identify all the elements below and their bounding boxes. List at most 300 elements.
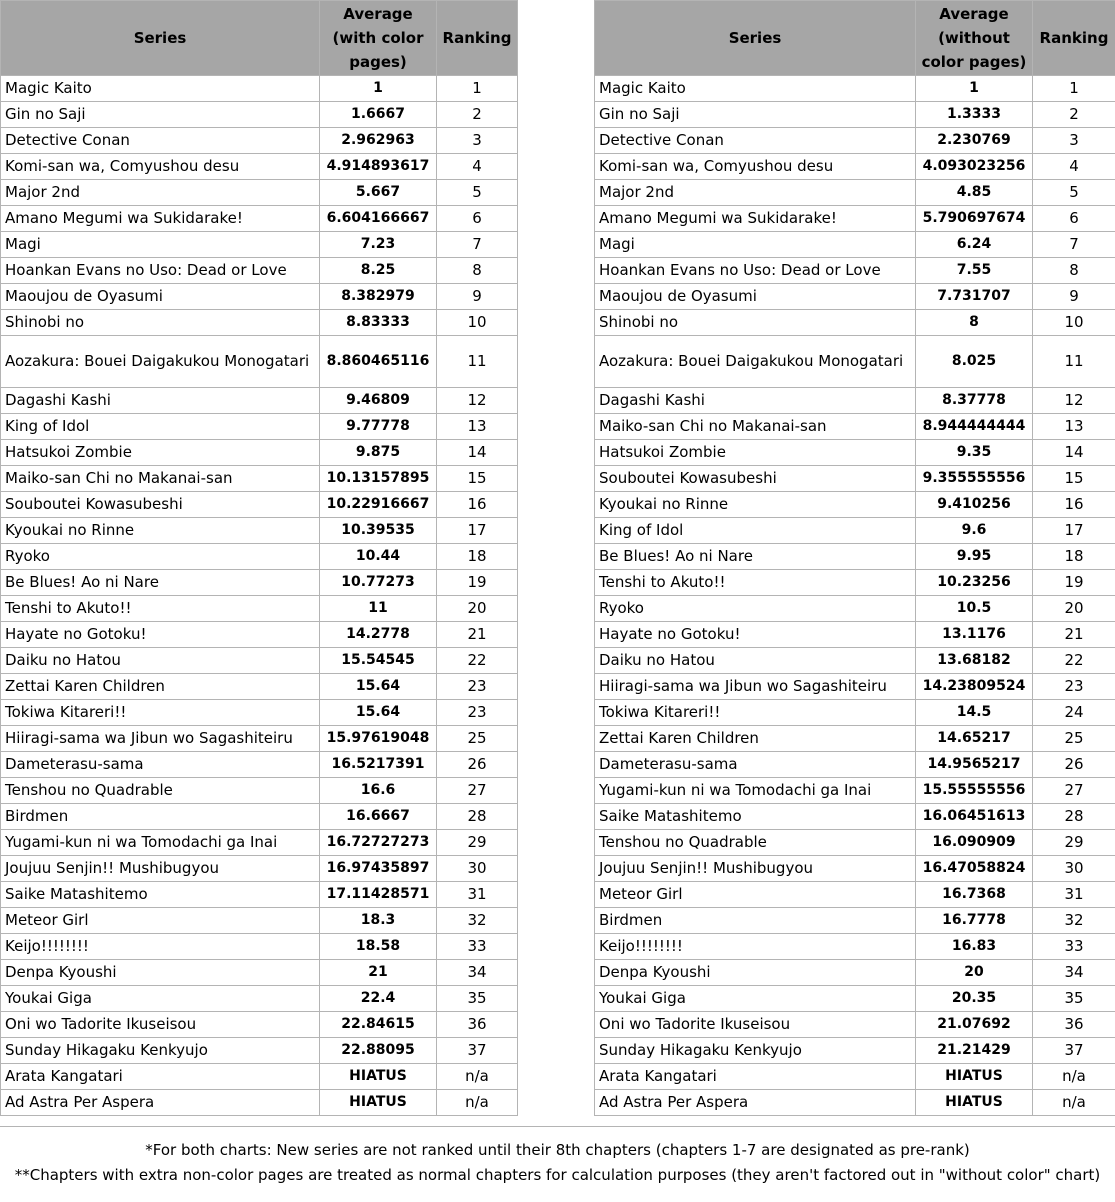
series-cell: Gin no Saji [595, 102, 916, 128]
ranking-cell: 28 [437, 804, 518, 830]
average-cell: 7.731707 [916, 284, 1033, 310]
ranking-cell: 29 [1033, 830, 1115, 856]
ranking-cell: 35 [437, 986, 518, 1012]
table-row [595, 414, 1115, 440]
series-cell: Magi [1, 232, 320, 258]
ranking-cell: 10 [1033, 310, 1115, 336]
average-cell: 4.093023256 [916, 154, 1033, 180]
table-row [595, 284, 1115, 310]
table-row [595, 622, 1115, 648]
table-row [1, 700, 518, 726]
series-cell: Hoankan Evans no Uso: Dead or Love [595, 258, 916, 284]
series-cell: Zettai Karen Children [1, 674, 320, 700]
ranking-cell: n/a [437, 1090, 518, 1116]
average-cell: HIATUS [916, 1064, 1033, 1090]
series-cell: Maiko-san Chi no Makanai-san [595, 414, 916, 440]
average-cell: 14.2778 [320, 622, 437, 648]
average-cell: 20 [916, 960, 1033, 986]
table-row [595, 986, 1115, 1012]
ranking-cell: 6 [1033, 206, 1115, 232]
series-cell: Hatsukoi Zombie [595, 440, 916, 466]
table-row [1, 752, 518, 778]
series-cell: Birdmen [1, 804, 320, 830]
average-cell: 9.410256 [916, 492, 1033, 518]
table-row [1, 986, 518, 1012]
series-cell: Tokiwa Kitareri!! [595, 700, 916, 726]
footnote: **Chapters with extra non-color pages are treated as normal chapters for calculation purposes (they aren't factored out in "without color" chart) [0, 1163, 1115, 1188]
series-cell: King of Idol [595, 518, 916, 544]
ranking-cell: 4 [1033, 154, 1115, 180]
table-row [1, 648, 518, 674]
series-cell: Yugami-kun ni wa Tomodachi ga Inai [595, 778, 916, 804]
average-cell: 10.77273 [320, 570, 437, 596]
ranking-cell: 17 [1033, 518, 1115, 544]
ranking-cell: 23 [437, 674, 518, 700]
average-cell: 4.85 [916, 180, 1033, 206]
ranking-cell: 2 [1033, 102, 1115, 128]
average-cell: 16.7778 [916, 908, 1033, 934]
table-row [1, 310, 518, 336]
series-cell: Maoujou de Oyasumi [1, 284, 320, 310]
series-cell: Hayate no Gotoku! [595, 622, 916, 648]
series-cell: Arata Kangatari [1, 1064, 320, 1090]
ranking-cell: 15 [437, 466, 518, 492]
average-cell: 9.46809 [320, 388, 437, 414]
series-cell: Dagashi Kashi [1, 388, 320, 414]
ranking-cell: 30 [437, 856, 518, 882]
average-cell: 10.22916667 [320, 492, 437, 518]
series-cell: Shinobi no [1, 310, 320, 336]
table-row [1, 934, 518, 960]
table-row [1, 804, 518, 830]
series-cell: Birdmen [595, 908, 916, 934]
table-row [1, 1012, 518, 1038]
ranking-cell: 33 [437, 934, 518, 960]
table-row [1, 570, 518, 596]
ranking-cell: 23 [1033, 674, 1115, 700]
series-cell: Tenshi to Akuto!! [1, 596, 320, 622]
series-cell: Meteor Girl [595, 882, 916, 908]
ranking-cell: 36 [437, 1012, 518, 1038]
series-cell: Daiku no Hatou [1, 648, 320, 674]
average-cell: 13.68182 [916, 648, 1033, 674]
average-cell: 16.72727273 [320, 830, 437, 856]
ranking-cell: 15 [1033, 466, 1115, 492]
average-cell: 8.83333 [320, 310, 437, 336]
table-row [595, 960, 1115, 986]
ranking-cell: 32 [437, 908, 518, 934]
average-cell: 2.962963 [320, 128, 437, 154]
average-cell: 21.21429 [916, 1038, 1033, 1064]
ranking-cell: 1 [1033, 76, 1115, 102]
ranking-cell: 16 [1033, 492, 1115, 518]
series-cell: Dameterasu-sama [1, 752, 320, 778]
ranking-cell: 24 [1033, 700, 1115, 726]
table-row [595, 1012, 1115, 1038]
series-cell: Maiko-san Chi no Makanai-san [1, 466, 320, 492]
average-cell: 14.5 [916, 700, 1033, 726]
table-row [1, 882, 518, 908]
series-cell: Denpa Kyoushi [595, 960, 916, 986]
ranking-cell: 27 [437, 778, 518, 804]
ranking-cell: n/a [1033, 1064, 1115, 1090]
series-cell: Zettai Karen Children [595, 726, 916, 752]
ranking-cell: 22 [1033, 648, 1115, 674]
series-cell: Denpa Kyoushi [1, 960, 320, 986]
table-row [595, 700, 1115, 726]
table-row [595, 830, 1115, 856]
table-row [1, 284, 518, 310]
table-row [1, 1064, 518, 1090]
average-cell: 13.1176 [916, 622, 1033, 648]
table-row [595, 310, 1115, 336]
ranking-cell: n/a [1033, 1090, 1115, 1116]
ranking-cell: 5 [437, 180, 518, 206]
table-row [1, 154, 518, 180]
average-cell: 10.23256 [916, 570, 1033, 596]
table-row [595, 726, 1115, 752]
series-cell: Amano Megumi wa Sukidarake! [595, 206, 916, 232]
ranking-cell: 7 [1033, 232, 1115, 258]
ranking-cell: 8 [437, 258, 518, 284]
average-cell: 1.6667 [320, 102, 437, 128]
footnote: *For both charts: New series are not ranked until their 8th chapters (chapters 1-7 are designated as pre-rank) [0, 1138, 1115, 1163]
table-row [1, 856, 518, 882]
ranking-cell: 32 [1033, 908, 1115, 934]
ranking-cell: 5 [1033, 180, 1115, 206]
series-cell: Magic Kaito [1, 76, 320, 102]
series-cell: Komi-san wa, Comyushou desu [1, 154, 320, 180]
ranking-cell: 1 [437, 76, 518, 102]
average-header: Average (without color pages) [916, 1, 1033, 76]
ranking-cell: 16 [437, 492, 518, 518]
table-row [1, 1090, 518, 1116]
table-row [595, 908, 1115, 934]
series-cell: Dameterasu-sama [595, 752, 916, 778]
ranking-cell: 11 [1033, 336, 1115, 388]
average-cell: 1.3333 [916, 102, 1033, 128]
series-cell: Daiku no Hatou [595, 648, 916, 674]
table-row [1, 128, 518, 154]
series-cell: Ryoko [1, 544, 320, 570]
average-cell: 16.6667 [320, 804, 437, 830]
ranking-cell: 20 [1033, 596, 1115, 622]
average-cell: 15.97619048 [320, 726, 437, 752]
ranking-cell: 19 [437, 570, 518, 596]
series-cell: Major 2nd [595, 180, 916, 206]
average-cell: 4.914893617 [320, 154, 437, 180]
ranking-cell: 37 [1033, 1038, 1115, 1064]
table-row [1, 206, 518, 232]
table-row [1, 258, 518, 284]
series-cell: Magi [595, 232, 916, 258]
ranking-cell: 30 [1033, 856, 1115, 882]
ranking-cell: 11 [437, 336, 518, 388]
left-ranking-table [0, 0, 518, 1116]
table-row [1, 544, 518, 570]
table-row [1, 778, 518, 804]
average-cell: 22.84615 [320, 1012, 437, 1038]
table-row [595, 128, 1115, 154]
average-cell: HIATUS [916, 1090, 1033, 1116]
series-cell: Keijo!!!!!!!! [595, 934, 916, 960]
table-row [595, 440, 1115, 466]
table-row [595, 570, 1115, 596]
table-row [1, 674, 518, 700]
table-row [1, 1038, 518, 1064]
series-cell: Shinobi no [595, 310, 916, 336]
ranking-header: Ranking [437, 1, 518, 76]
table-row [595, 934, 1115, 960]
average-cell: 14.9565217 [916, 752, 1033, 778]
average-cell: 16.7368 [916, 882, 1033, 908]
table-row [1, 622, 518, 648]
average-cell: 10.5 [916, 596, 1033, 622]
ranking-header: Ranking [1033, 1, 1115, 76]
table-row [1, 726, 518, 752]
footnotes [0, 1126, 1115, 1202]
ranking-cell: 2 [437, 102, 518, 128]
series-cell: Kyoukai no Rinne [1, 518, 320, 544]
series-header: Series [1, 1, 320, 76]
table-row [595, 752, 1115, 778]
header-row [1, 1, 518, 76]
average-cell: 10.44 [320, 544, 437, 570]
average-cell: 8.944444444 [916, 414, 1033, 440]
average-cell: 9.875 [320, 440, 437, 466]
table-row [1, 466, 518, 492]
table-row [1, 960, 518, 986]
ranking-cell: 21 [1033, 622, 1115, 648]
series-cell: Youkai Giga [595, 986, 916, 1012]
ranking-cell: 28 [1033, 804, 1115, 830]
table-row [595, 544, 1115, 570]
series-cell: Sunday Hikagaku Kenkyujo [1, 1038, 320, 1064]
ranking-cell: 3 [1033, 128, 1115, 154]
average-cell: 15.64 [320, 674, 437, 700]
average-cell: 9.77778 [320, 414, 437, 440]
table-row [1, 388, 518, 414]
table-row [595, 856, 1115, 882]
table-row [595, 1038, 1115, 1064]
ranking-cell: 14 [437, 440, 518, 466]
average-cell: 8 [916, 310, 1033, 336]
ranking-cell: 18 [437, 544, 518, 570]
ranking-cell: 9 [1033, 284, 1115, 310]
average-cell: 15.54545 [320, 648, 437, 674]
table-row [1, 76, 518, 102]
average-cell: 16.47058824 [916, 856, 1033, 882]
series-cell: Oni wo Tadorite Ikuseisou [1, 1012, 320, 1038]
average-cell: 16.83 [916, 934, 1033, 960]
average-cell: 18.58 [320, 934, 437, 960]
series-cell: Be Blues! Ao ni Nare [1, 570, 320, 596]
average-cell: 9.6 [916, 518, 1033, 544]
series-cell: Aozakura: Bouei Daigakukou Monogatari [1, 336, 320, 388]
average-cell: 10.39535 [320, 518, 437, 544]
table-row [1, 518, 518, 544]
table-row [595, 648, 1115, 674]
table-row [1, 908, 518, 934]
series-cell: Dagashi Kashi [595, 388, 916, 414]
table-row [595, 102, 1115, 128]
series-header: Series [595, 1, 916, 76]
average-cell: 8.382979 [320, 284, 437, 310]
series-cell: Ad Astra Per Aspera [1, 1090, 320, 1116]
average-cell: 1 [916, 76, 1033, 102]
ranking-cell: 25 [437, 726, 518, 752]
average-cell: 7.55 [916, 258, 1033, 284]
ranking-cell: 14 [1033, 440, 1115, 466]
ranking-cell: 29 [437, 830, 518, 856]
ranking-cell: 34 [1033, 960, 1115, 986]
series-cell: Komi-san wa, Comyushou desu [595, 154, 916, 180]
average-cell: 6.24 [916, 232, 1033, 258]
average-cell: 15.55555556 [916, 778, 1033, 804]
average-cell: 14.65217 [916, 726, 1033, 752]
average-cell: 10.13157895 [320, 466, 437, 492]
series-cell: Hayate no Gotoku! [1, 622, 320, 648]
average-cell: 17.11428571 [320, 882, 437, 908]
table-row [1, 440, 518, 466]
header-row [595, 1, 1115, 76]
series-cell: Ad Astra Per Aspera [595, 1090, 916, 1116]
ranking-cell: 13 [1033, 414, 1115, 440]
series-cell: Sunday Hikagaku Kenkyujo [595, 1038, 916, 1064]
series-cell: Saike Matashitemo [595, 804, 916, 830]
series-cell: Magic Kaito [595, 76, 916, 102]
average-cell: 1 [320, 76, 437, 102]
series-cell: Detective Conan [595, 128, 916, 154]
right-ranking-table [594, 0, 1115, 1116]
series-cell: Hatsukoi Zombie [1, 440, 320, 466]
table-row [1, 414, 518, 440]
ranking-cell: 22 [437, 648, 518, 674]
series-cell: Maoujou de Oyasumi [595, 284, 916, 310]
series-cell: Major 2nd [1, 180, 320, 206]
table-row [595, 804, 1115, 830]
series-cell: Tenshi to Akuto!! [595, 570, 916, 596]
average-cell: 22.88095 [320, 1038, 437, 1064]
series-cell: Hiiragi-sama wa Jibun wo Sagashiteiru [1, 726, 320, 752]
average-cell: 21.07692 [916, 1012, 1033, 1038]
table-row [595, 492, 1115, 518]
ranking-cell: 37 [437, 1038, 518, 1064]
table-row [595, 336, 1115, 388]
table-row [1, 336, 518, 388]
table-row [595, 674, 1115, 700]
table-row [1, 830, 518, 856]
series-cell: Oni wo Tadorite Ikuseisou [595, 1012, 916, 1038]
ranking-cell: 8 [1033, 258, 1115, 284]
ranking-cell: 26 [437, 752, 518, 778]
ranking-cell: 20 [437, 596, 518, 622]
ranking-cell: 7 [437, 232, 518, 258]
ranking-cell: 35 [1033, 986, 1115, 1012]
ranking-cell: 18 [1033, 544, 1115, 570]
ranking-cell: 21 [437, 622, 518, 648]
table-row [595, 1090, 1115, 1116]
average-cell: 16.97435897 [320, 856, 437, 882]
series-cell: King of Idol [1, 414, 320, 440]
average-cell: 6.604166667 [320, 206, 437, 232]
average-cell: 16.06451613 [916, 804, 1033, 830]
average-cell: 16.5217391 [320, 752, 437, 778]
average-cell: 21 [320, 960, 437, 986]
average-cell: 8.37778 [916, 388, 1033, 414]
table-row [595, 778, 1115, 804]
ranking-cell: 9 [437, 284, 518, 310]
ranking-cell: 36 [1033, 1012, 1115, 1038]
table-row [595, 518, 1115, 544]
ranking-cell: 33 [1033, 934, 1115, 960]
ranking-cell: 23 [437, 700, 518, 726]
average-cell: 9.35 [916, 440, 1033, 466]
table-body [595, 76, 1115, 1116]
ranking-cell: 10 [437, 310, 518, 336]
ranking-cell: 19 [1033, 570, 1115, 596]
series-cell: Aozakura: Bouei Daigakukou Monogatari [595, 336, 916, 388]
table-row [595, 206, 1115, 232]
table-row [595, 882, 1115, 908]
average-cell: 8.860465116 [320, 336, 437, 388]
series-cell: Souboutei Kowasubeshi [595, 466, 916, 492]
ranking-cell: n/a [437, 1064, 518, 1090]
series-cell: Meteor Girl [1, 908, 320, 934]
average-cell: 8.025 [916, 336, 1033, 388]
series-cell: Joujuu Senjin!! Mushibugyou [1, 856, 320, 882]
series-cell: Hiiragi-sama wa Jibun wo Sagashiteiru [595, 674, 916, 700]
average-cell: HIATUS [320, 1064, 437, 1090]
series-cell: Tokiwa Kitareri!! [1, 700, 320, 726]
series-cell: Joujuu Senjin!! Mushibugyou [595, 856, 916, 882]
series-cell: Hoankan Evans no Uso: Dead or Love [1, 258, 320, 284]
average-cell: 7.23 [320, 232, 437, 258]
series-cell: Amano Megumi wa Sukidarake! [1, 206, 320, 232]
ranking-cell: 25 [1033, 726, 1115, 752]
table-row [595, 596, 1115, 622]
average-cell: 15.64 [320, 700, 437, 726]
table-row [595, 1064, 1115, 1090]
series-cell: Youkai Giga [1, 986, 320, 1012]
series-cell: Arata Kangatari [595, 1064, 916, 1090]
table-row [595, 154, 1115, 180]
ranking-cell: 26 [1033, 752, 1115, 778]
ranking-cell: 12 [437, 388, 518, 414]
average-cell: 5.667 [320, 180, 437, 206]
table-row [595, 466, 1115, 492]
series-cell: Tenshou no Quadrable [595, 830, 916, 856]
series-cell: Saike Matashitemo [1, 882, 320, 908]
ranking-cell: 27 [1033, 778, 1115, 804]
average-cell: 16.6 [320, 778, 437, 804]
average-cell: 2.230769 [916, 128, 1033, 154]
series-cell: Souboutei Kowasubeshi [1, 492, 320, 518]
average-header: Average (with color pages) [320, 1, 437, 76]
average-cell: 9.355555556 [916, 466, 1033, 492]
table-row [1, 492, 518, 518]
average-cell: 22.4 [320, 986, 437, 1012]
ranking-cell: 12 [1033, 388, 1115, 414]
series-cell: Tenshou no Quadrable [1, 778, 320, 804]
ranking-cell: 13 [437, 414, 518, 440]
series-cell: Detective Conan [1, 128, 320, 154]
table-row [595, 180, 1115, 206]
table-row [1, 596, 518, 622]
average-cell: 14.23809524 [916, 674, 1033, 700]
table-row [595, 232, 1115, 258]
ranking-cell: 3 [437, 128, 518, 154]
